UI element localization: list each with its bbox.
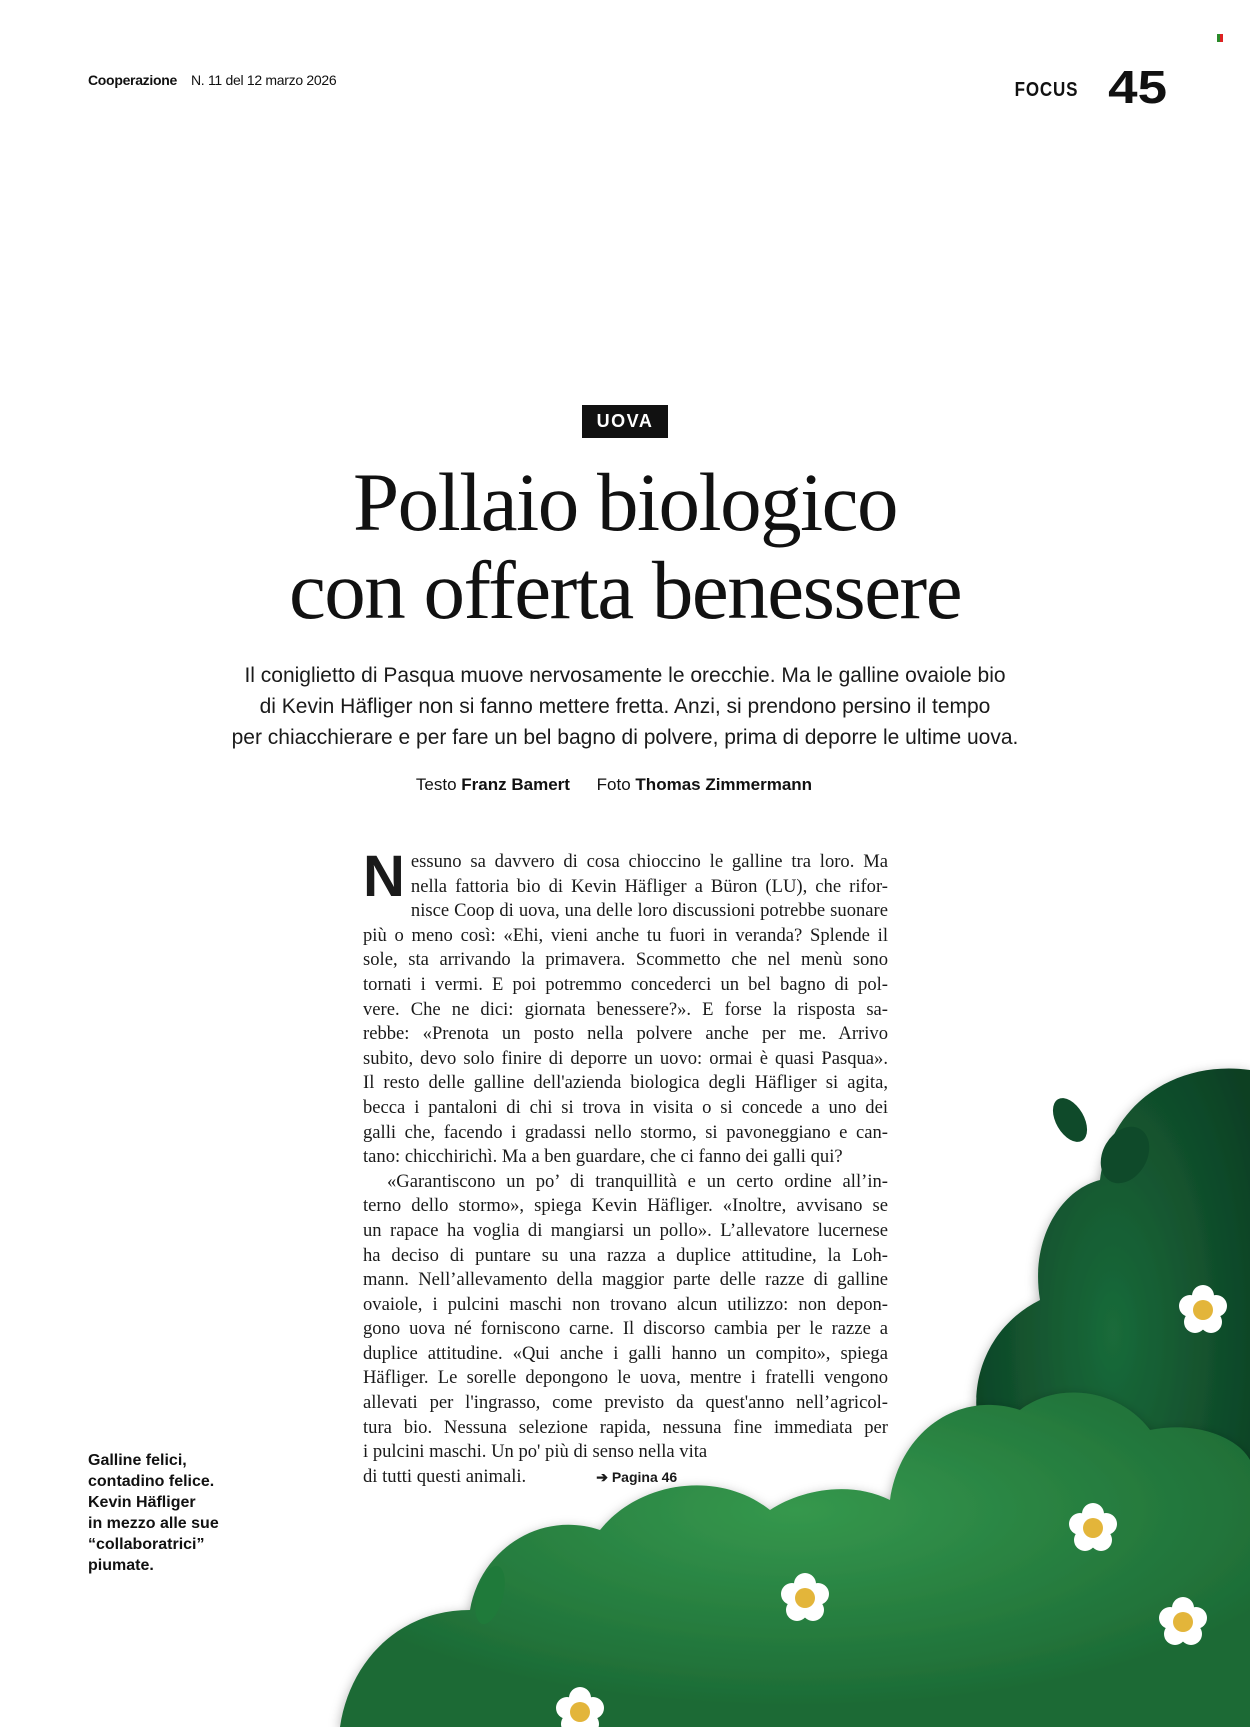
caption-line: piumate. xyxy=(88,1557,154,1574)
body-line: i pulcini maschi. Un po' più di senso nella vita xyxy=(363,1441,708,1463)
body-line: essuno sa davvero di cosa chioccino le galline tra loro. Ma xyxy=(410,851,888,872)
article-title xyxy=(0,458,1250,634)
publication-name: Cooperazione xyxy=(88,72,177,88)
body-line: vere. Che ne dici: giornata benessere?». E forse la risposta sa- xyxy=(363,998,888,1020)
caption-line: Kevin Häfliger xyxy=(88,1494,196,1511)
body-line: di tutti questi animali. ➔ Pagina 46 xyxy=(363,1465,678,1487)
body-line: un rapace ha voglia di mangiarsi un pollo». L’allevatore lucernese xyxy=(363,1219,888,1241)
body-line: tura bio. Nessuna selezione rapida, nessuna fine immediata per xyxy=(363,1416,888,1438)
article-kicker: UOVA xyxy=(582,405,668,438)
body-line: tano: chicchirichì. Ma a ben guardare, che ci fanno dei galli qui? xyxy=(363,1146,843,1168)
continue-link[interactable]: ➔ Pagina 46 xyxy=(596,1468,678,1485)
caption-line: in mezzo alle sue xyxy=(88,1515,219,1532)
caption-line: “collaboratrici” xyxy=(88,1536,205,1553)
caption-line: contadino felice. xyxy=(88,1473,215,1490)
body-line: nella fattoria bio di Kevin Häfliger a Büron (LU), che rifor- xyxy=(410,875,888,897)
deck-line: per chiacchierare e per fare un bel bagno di polvere, prima di deporre le ultime uova. xyxy=(231,726,1019,749)
body-line: sole, sta arrivando la primavera. Scommetto che nel menù sono xyxy=(363,949,888,971)
body-line: tornati i vermi. E poi potremmo concederci un bel bagno di pol- xyxy=(363,973,888,995)
issue-info: N. 11 del 12 marzo 2026 xyxy=(190,72,337,88)
body-line: terno dello stormo», spiega Kevin Häfliger. «Inoltre, avvisano se xyxy=(363,1195,888,1217)
body-line: più o meno così: «Ehi, vieni anche tu fuori in veranda? Splende il xyxy=(363,924,888,946)
page-number: 45 xyxy=(1107,61,1167,113)
body-line: ha deciso di puntare su una razza a duplice attitudine, la Loh- xyxy=(363,1244,888,1266)
body-line: becca i pantaloni di chi si trova in visita o si concede a uno dei xyxy=(363,1096,888,1118)
body-line: galli che, facendo i gradassi nello stormo, si pavoneggiano e can- xyxy=(363,1121,888,1143)
byline-author: Franz Bamert xyxy=(461,775,570,794)
caption-line: Galline felici, xyxy=(88,1452,187,1469)
body-line: duplice attitudine. «Qui anche i galli hanno un compito», spiega xyxy=(363,1342,888,1364)
body-line: mann. Nell’allevamento della maggior parte delle razze di galline xyxy=(363,1269,888,1291)
title-line: con offerta benessere xyxy=(288,544,962,636)
deck-line: Il coniglietto di Pasqua muove nervosamente le orecchie. Ma le galline ovaiole bio xyxy=(244,664,1006,687)
body-line: nisce Coop di uova, una delle loro discussioni potrebbe suonare xyxy=(410,900,888,922)
article-body xyxy=(363,844,888,1489)
drop-cap: N xyxy=(363,844,405,909)
body-line: Häfliger. Le sorelle depongono le uova, mentre i fratelli vengono xyxy=(363,1367,888,1389)
body-line: ovaiole, i pulcini maschi non trovano alcun utilizzo: non depon- xyxy=(363,1293,888,1315)
title-line: Pollaio biologico xyxy=(353,456,897,548)
body-line: «Garantiscono un po’ di tranquillità e un certo ordine all’in- xyxy=(387,1170,888,1192)
section-name: FOCUS xyxy=(1014,79,1079,101)
article-deck xyxy=(150,660,1100,753)
body-line: subito, devo solo finire di deporre un uovo: ormai è quasi Pasqua». xyxy=(363,1047,888,1069)
body-line: gono uova né forniscono carne. Il discorso cambia per le razze a xyxy=(363,1318,888,1340)
body-line: Il resto delle galline dell'azienda biologica degli Häfliger si agita, xyxy=(363,1072,888,1094)
body-line: allevati per l'ingrasso, come previsto da quest'anno nell’agricol- xyxy=(363,1392,888,1414)
byline-photo-label: Foto xyxy=(596,775,631,794)
deck-line: di Kevin Häfliger non si fanno mettere fretta. Anzi, si prendono persino il tempo xyxy=(259,695,991,718)
byline xyxy=(0,775,1250,795)
byline-photographer: Thomas Zimmermann xyxy=(635,775,813,794)
byline-text-label: Testo xyxy=(415,775,457,794)
photo-caption xyxy=(88,1450,219,1576)
body-line: rebbe: «Prenota un posto nella polvere anche per me. Arrivo xyxy=(363,1023,888,1045)
